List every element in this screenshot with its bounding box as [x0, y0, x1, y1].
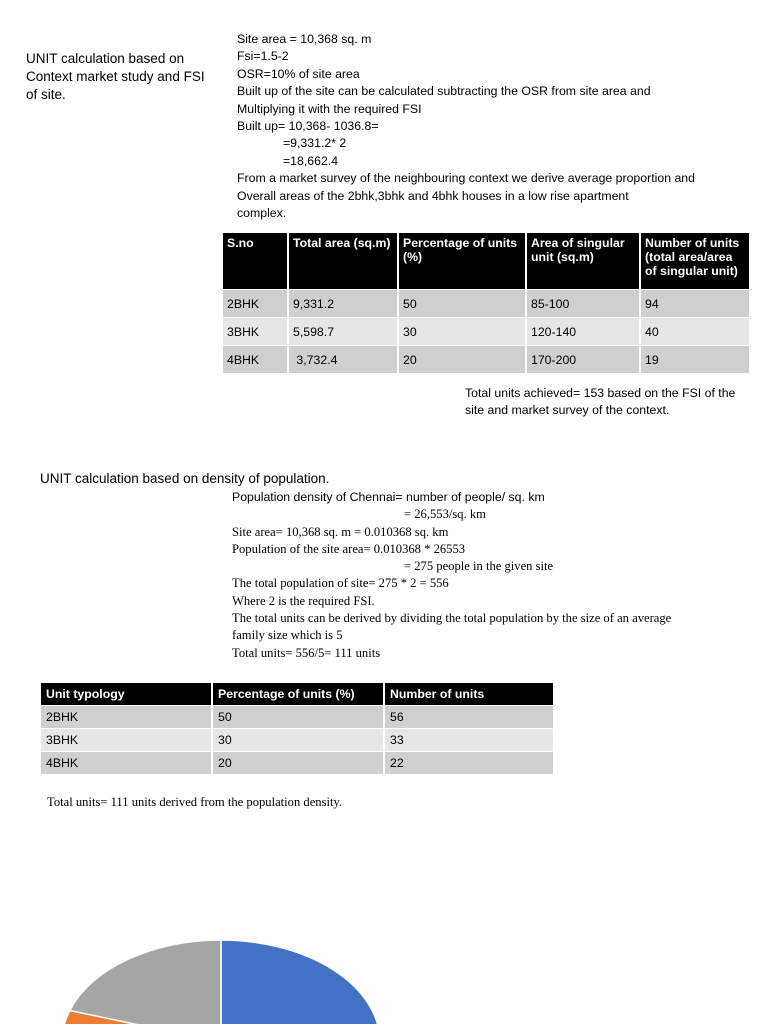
table-cell: 94 — [640, 290, 749, 318]
table-row — [223, 318, 749, 346]
s1-note-line: Built up= 10,368- 1036.8= — [237, 119, 379, 134]
column-header: Number of units — [384, 683, 553, 706]
s2-note-line: = 26,553/sq. km — [404, 507, 486, 522]
table-cell: 56 — [384, 706, 553, 729]
table-cell: 3BHK — [41, 729, 212, 752]
table-cell: 5,598.7 — [288, 318, 398, 346]
unit-mix-pie-chart — [0, 900, 420, 1024]
table-cell: 19 — [640, 346, 749, 374]
table-cell: 3BHK — [223, 318, 288, 346]
table-row — [41, 729, 553, 752]
table-cell: 120-140 — [526, 318, 640, 346]
section1-notes — [237, 31, 742, 222]
s2-note-line: The total population of site= 275 * 2 = 556 — [232, 576, 449, 591]
population-density-table — [41, 683, 553, 774]
table-header-row — [41, 683, 553, 706]
section1-heading: UNIT calculation based on Context market study and FSI of site. — [26, 51, 205, 102]
table-cell: 20 — [212, 752, 384, 775]
table-cell: 3,732.4 — [288, 346, 398, 374]
table-header-row — [223, 233, 749, 290]
market-study-table — [223, 233, 749, 373]
table-row — [223, 290, 749, 318]
s1-note-line: OSR=10% of site area — [237, 66, 360, 81]
table-cell: 2BHK — [41, 706, 212, 729]
table-cell: 33 — [384, 729, 553, 752]
s1-note-line: Overall areas of the 2bhk,3bhk and 4bhk houses in a low rise apartment — [237, 188, 629, 203]
table-cell: 30 — [212, 729, 384, 752]
s1-note-line: =18,662.4 — [283, 153, 339, 168]
s2-note-line: Population of the site area= 0.010368 * 26553 — [232, 541, 466, 556]
s2-note-line: The total units can be derived by dividing the total population by the size of an average — [232, 611, 672, 626]
table-cell: 4BHK — [41, 752, 212, 775]
table-cell: 50 — [212, 706, 384, 729]
s2-note-line: family size which is 5 — [232, 628, 343, 643]
column-header: Total area (sq.m) — [288, 233, 398, 290]
s2-note-line: Total units= 556/5= 111 units — [232, 645, 381, 660]
s1-note-line: complex. — [237, 206, 287, 221]
pie-slice-4bhk — [70, 940, 221, 1024]
s1-note-line: =9,331.2* 2 — [283, 136, 347, 151]
column-header: Percentage of units (%) — [212, 683, 384, 706]
table-cell: 85-100 — [526, 290, 640, 318]
table-cell: 170-200 — [526, 346, 640, 374]
column-header: Percentage of units (%) — [398, 233, 526, 290]
section2-total-units: Total units= 111 units derived from the population density. — [47, 795, 343, 809]
table-cell: 9,331.2 — [288, 290, 398, 318]
table-cell: 2BHK — [223, 290, 288, 318]
column-header: S.no — [223, 233, 288, 290]
s2-note-line: Site area= 10,368 sq. m = 0.010368 sq. km — [232, 524, 449, 539]
section1-total-units: Total units achieved= 153 based on the FSI of the site and market survey of the context. — [465, 386, 736, 418]
s1-note-line: Fsi=1.5-2 — [237, 49, 289, 64]
table-row — [41, 752, 553, 775]
column-header: Unit typology — [41, 683, 212, 706]
table-row — [223, 346, 749, 374]
s2-note-line: Population density of Chennai= number of people/ sq. km — [232, 490, 545, 504]
s2-note-line: Where 2 is the required FSI. — [232, 593, 375, 608]
section2-notes — [232, 489, 752, 662]
s1-note-line: Multiplying it with the required FSI — [237, 101, 422, 116]
s1-note-line: Built up of the site can be calculated subtracting the OSR from site area and — [237, 84, 651, 99]
table-cell: 50 — [398, 290, 526, 318]
s1-note-line: From a market survey of the neighbouring context we derive average proportion and — [237, 171, 695, 186]
column-header: Number of units (total area/area of singular unit) — [640, 233, 749, 290]
table-cell: 4BHK — [223, 346, 288, 374]
table-row — [41, 706, 553, 729]
pie-slice-2bhk — [221, 940, 380, 1024]
s2-note-line: = 275 people in the given site — [404, 559, 554, 574]
s1-note-line: Site area = 10,368 sq. m — [237, 32, 372, 46]
table-cell: 22 — [384, 752, 553, 775]
table-cell: 40 — [640, 318, 749, 346]
section2-heading: UNIT calculation based on density of population. — [40, 471, 330, 486]
table-cell: 20 — [398, 346, 526, 374]
table-cell: 30 — [398, 318, 526, 346]
column-header: Area of singular unit (sq.m) — [526, 233, 640, 290]
